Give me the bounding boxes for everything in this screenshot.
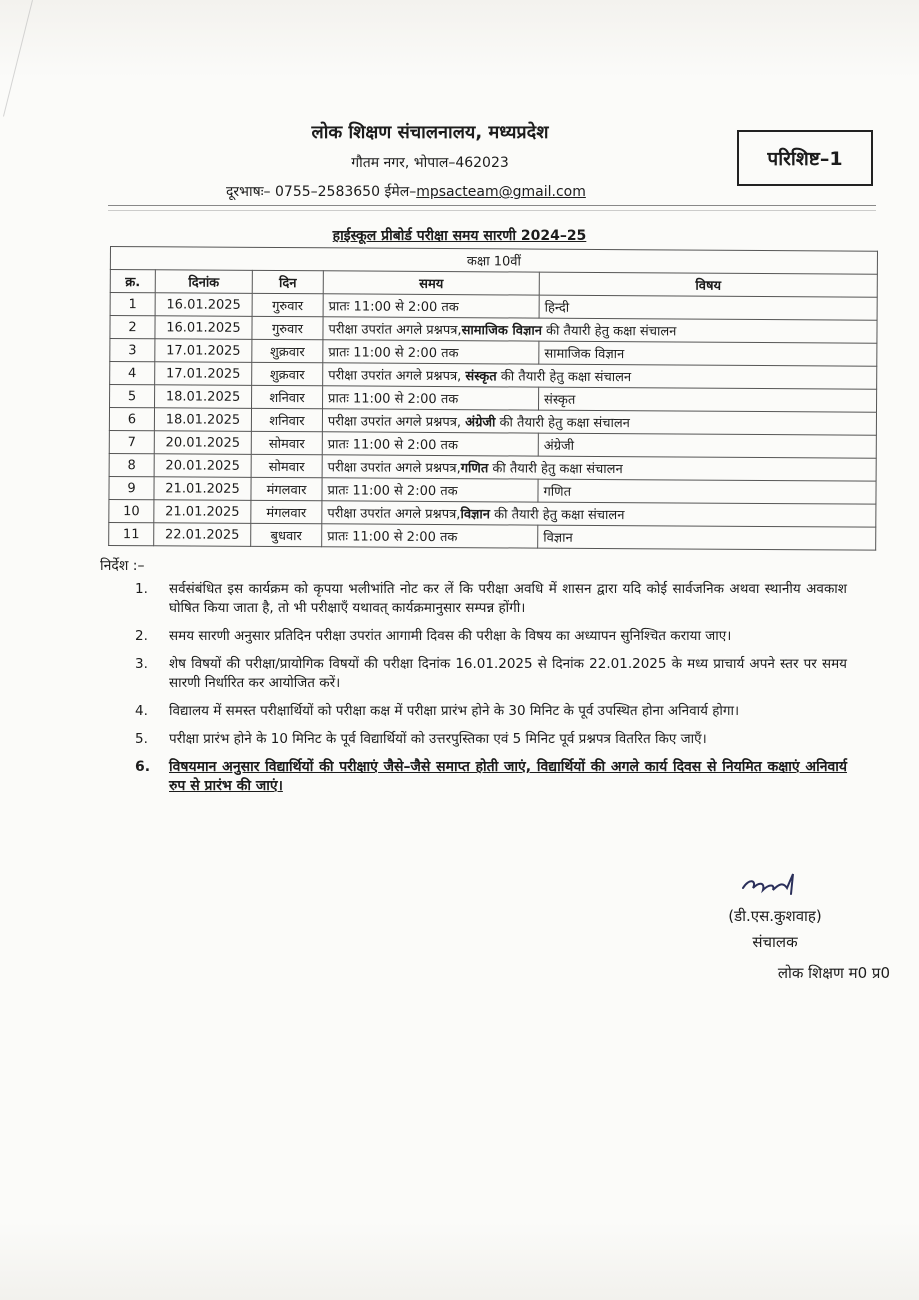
col-time: समय bbox=[323, 271, 539, 295]
col-subject: विषय bbox=[539, 272, 877, 297]
cell-time: प्रातः 11:00 से 2:00 तक bbox=[323, 294, 539, 318]
item-text: समय सारणी अनुसार प्रतिदिन परीक्षा उपरांत आगामी दिवस की परीक्षा के विषय का अध्यापन सुनिश्चित कराया जाए। bbox=[169, 628, 732, 644]
annex-label: परिशिष्ट–1 bbox=[767, 148, 843, 170]
list-item bbox=[135, 730, 847, 749]
cell-sn: 1 bbox=[110, 293, 155, 316]
col-sn: क्र. bbox=[110, 270, 155, 293]
cell-day: गुरुवार bbox=[252, 293, 323, 316]
exam-schedule-table bbox=[108, 246, 878, 551]
note-text: परीक्षा उपरांत अगले प्रश्नपत्र, bbox=[328, 368, 466, 385]
cell-sn: 6 bbox=[109, 408, 154, 431]
email-label: ईमेल– bbox=[384, 184, 417, 200]
cell-subject: अंग्रेजी bbox=[538, 433, 876, 458]
item-number: 3. bbox=[135, 656, 148, 672]
note-subject: सामाजिक विज्ञान bbox=[461, 323, 542, 339]
cell-prep-note bbox=[323, 363, 877, 389]
list-item bbox=[135, 580, 847, 618]
cell-subject: विज्ञान bbox=[538, 525, 876, 550]
item-number: 5. bbox=[135, 731, 148, 747]
note-text: की तैयारी हेतु कक्षा संचालन bbox=[541, 323, 677, 340]
cell-date: 18.01.2025 bbox=[154, 408, 251, 432]
item-text: सर्वसंबंधित इस कार्यक्रम को कृपया भलीभांति नोट कर लें कि परीक्षा अवधि में शासन द्वारा यदि कोई सार्वजनिक अथवा स्थानीय अवकाश घोषित किया जाता है, तो भी परीक्षाएँ यथावत् कार्यक्रमानुसार सम्पन्न होंगी। bbox=[169, 581, 847, 616]
cell-day: शुक्रवार bbox=[252, 362, 323, 385]
table-row bbox=[109, 522, 876, 550]
phone-label: दूरभाषः– bbox=[226, 184, 271, 200]
cell-sn: 8 bbox=[109, 453, 154, 476]
instructions-list bbox=[135, 580, 847, 805]
cell-prep-note bbox=[323, 317, 877, 343]
schedule-title: हाईस्कूल प्रीबोर्ड परीक्षा समय सारणी 2024–25 bbox=[332, 228, 587, 244]
cell-sn: 10 bbox=[109, 499, 154, 522]
item-text: शेष विषयों की परीक्षा/प्रायोगिक विषयों की परीक्षा दिनांक 16.01.2025 से दिनांक 22.01.2025 के मध्य प्राचार्य अपने स्तर पर समय सारणी निर्धारित कर आयोजित करें। bbox=[169, 656, 847, 691]
class-label: कक्षा 10वीं bbox=[110, 247, 877, 275]
note-text: परीक्षा उपरांत अगले प्रश्नपत्र, bbox=[327, 414, 466, 431]
note-text: की तैयारी हेतु कक्षा संचालन bbox=[489, 507, 625, 524]
note-text: की तैयारी हेतु कक्षा संचालन bbox=[488, 461, 623, 478]
letterhead bbox=[230, 120, 630, 172]
note-text: की तैयारी हेतु कक्षा संचालन bbox=[496, 369, 632, 386]
item-number: 6. bbox=[135, 759, 151, 775]
signatory-name: (डी.एस.कुशवाह) bbox=[728, 907, 822, 925]
item-text: परीक्षा प्रारंभ होने के 10 मिनिट के पूर्व विद्यार्थियों को उत्तरपुस्तिका एवं 5 मिनिट पूर्व प्रश्नपत्र वितरित किए जाएँ। bbox=[169, 731, 707, 747]
cell-prep-note bbox=[322, 501, 876, 527]
org-name: लोक शिक्षण संचालनालय, मध्यप्रदेश bbox=[311, 122, 549, 143]
contact-line bbox=[226, 182, 586, 201]
cell-date: 21.01.2025 bbox=[154, 500, 251, 524]
cell-sn: 2 bbox=[110, 316, 155, 339]
cell-day: गुरुवार bbox=[252, 316, 323, 339]
cell-day: शनिवार bbox=[251, 408, 322, 431]
list-item bbox=[135, 655, 847, 693]
cell-day: बुधवार bbox=[251, 523, 322, 546]
cell-sn: 3 bbox=[110, 339, 155, 362]
cell-date: 20.01.2025 bbox=[154, 431, 251, 455]
item-number: 2. bbox=[135, 628, 148, 644]
header-divider bbox=[108, 205, 876, 206]
cell-date: 17.01.2025 bbox=[155, 339, 252, 363]
note-text: की तैयारी हेतु कक्षा संचालन bbox=[495, 415, 630, 432]
item-number: 1. bbox=[135, 581, 148, 597]
org-address: गौतम नगर, भोपाल–462023 bbox=[351, 155, 509, 171]
cell-time: प्रातः 11:00 से 2:00 तक bbox=[322, 478, 538, 502]
cell-time: प्रातः 11:00 से 2:00 तक bbox=[322, 524, 538, 548]
cell-day: सोमवार bbox=[251, 431, 322, 454]
phone-number: 0755–2583650 bbox=[275, 184, 380, 200]
cell-subject: सामाजिक विज्ञान bbox=[539, 341, 877, 366]
cell-time: प्रातः 11:00 से 2:00 तक bbox=[323, 386, 539, 410]
cell-day: मंगलवार bbox=[251, 500, 322, 523]
list-item bbox=[135, 702, 847, 721]
signatory-office: लोक शिक्षण म0 प्र0 bbox=[777, 964, 890, 982]
cell-subject: हिन्दी bbox=[539, 295, 877, 320]
note-subject: गणित bbox=[460, 461, 489, 477]
item-text: विद्यालय में समस्त परीक्षार्थियों को परीक्षा कक्ष में परीक्षा प्रारंभ होने के 30 मिनिट के पूर्व उपस्थित होना अनिवार्य होगा। bbox=[169, 703, 740, 719]
cell-date: 17.01.2025 bbox=[155, 362, 252, 386]
cell-subject: गणित bbox=[538, 479, 876, 504]
cell-date: 16.01.2025 bbox=[155, 293, 252, 317]
signature-mark bbox=[735, 868, 815, 900]
cell-day: शुक्रवार bbox=[252, 339, 323, 362]
col-date: दिनांक bbox=[155, 270, 252, 294]
note-subject: संस्कृत bbox=[465, 369, 497, 385]
list-item bbox=[135, 627, 847, 646]
header-divider-2 bbox=[108, 210, 876, 211]
cell-sn: 4 bbox=[110, 362, 155, 385]
cell-day: सोमवार bbox=[251, 454, 322, 477]
note-text: परीक्षा उपरांत अगले प्रश्नपत्र, bbox=[328, 322, 462, 339]
cell-sn: 7 bbox=[109, 430, 154, 453]
cell-sn: 9 bbox=[109, 476, 154, 499]
cell-date: 22.01.2025 bbox=[154, 523, 251, 547]
annex-box bbox=[737, 130, 873, 186]
signature-block bbox=[680, 868, 890, 982]
cell-day: शनिवार bbox=[252, 385, 323, 408]
cell-sn: 11 bbox=[109, 522, 154, 545]
cell-date: 18.01.2025 bbox=[155, 385, 252, 409]
note-text: परीक्षा उपरांत अगले प्रश्नपत्र, bbox=[327, 460, 461, 477]
signatory-designation: संचालक bbox=[752, 933, 798, 951]
cell-sn: 5 bbox=[110, 385, 155, 408]
list-item bbox=[135, 758, 847, 796]
cell-date: 16.01.2025 bbox=[155, 316, 252, 340]
cell-prep-note bbox=[322, 409, 876, 435]
cell-date: 21.01.2025 bbox=[154, 477, 251, 501]
item-number: 4. bbox=[135, 703, 148, 719]
cell-date: 20.01.2025 bbox=[154, 454, 251, 478]
note-subject: विज्ञान bbox=[460, 507, 491, 523]
note-subject: अंग्रेजी bbox=[465, 415, 496, 431]
email-address: mpsacteam@gmail.com bbox=[416, 184, 586, 200]
cell-day: मंगलवार bbox=[251, 477, 322, 500]
cell-time: प्रातः 11:00 से 2:00 तक bbox=[322, 432, 538, 456]
instructions-heading: निर्देश :– bbox=[100, 558, 145, 574]
note-text: परीक्षा उपरांत अगले प्रश्नपत्र, bbox=[327, 506, 461, 523]
cell-subject: संस्कृत bbox=[539, 387, 877, 412]
cell-time: प्रातः 11:00 से 2:00 तक bbox=[323, 340, 539, 364]
cell-prep-note bbox=[322, 455, 876, 481]
col-day: दिन bbox=[252, 270, 323, 293]
item-text: विषयमान अनुसार विद्यार्थियों की परीक्षाएं जैसे–जैसे समाप्त होती जाएं, विद्यार्थियों की अगले कार्य दिवस से नियमित कक्षाएं अनिवार्य रुप से प्रारंभ की जाएं। bbox=[169, 759, 847, 794]
